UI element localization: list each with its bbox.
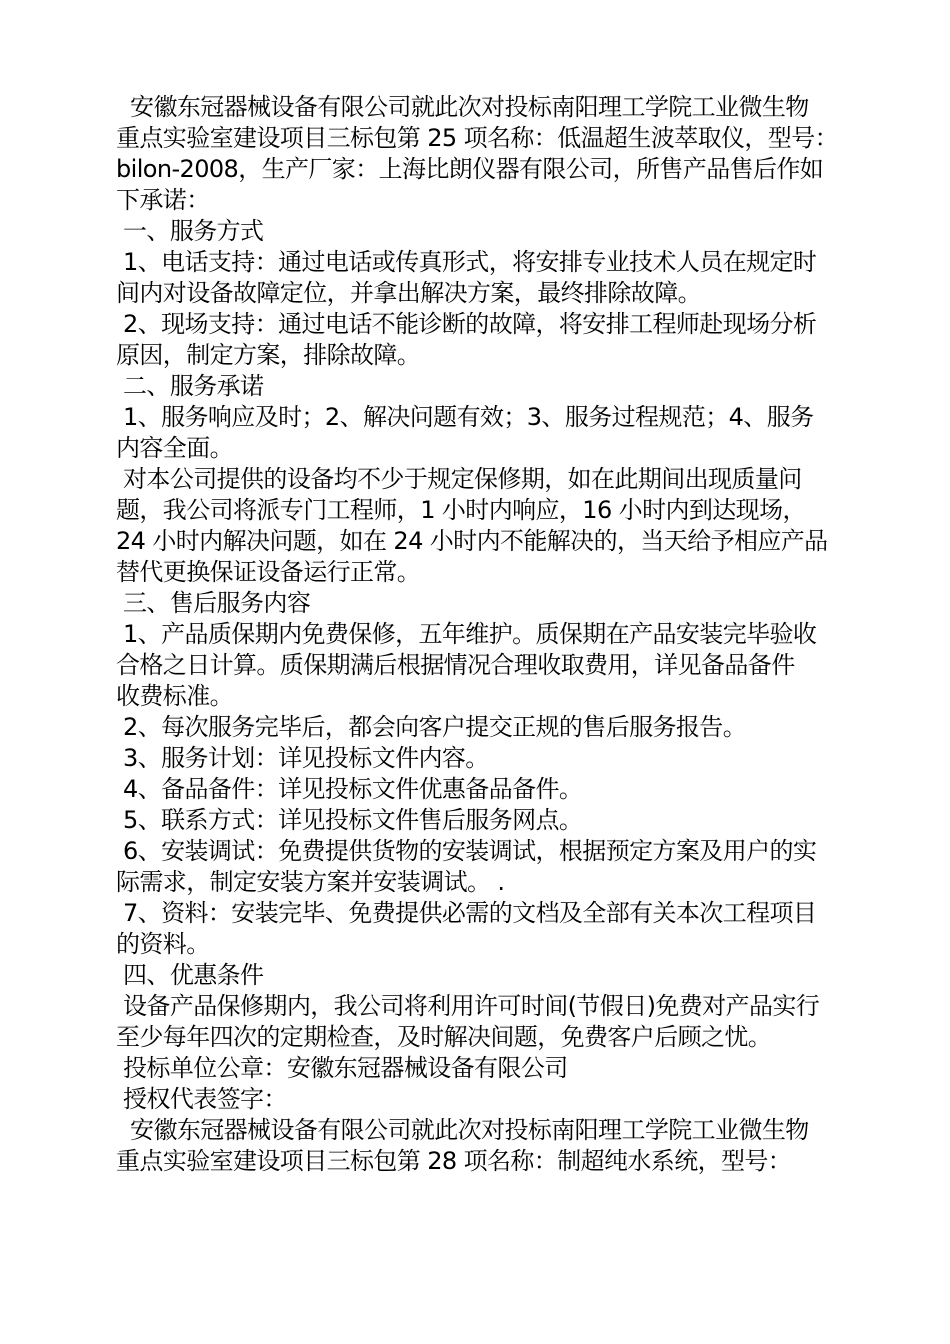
text-line: 24 小时内解决问题，如在 24 小时内不能解决的，当天给予相应产品 (116, 527, 828, 555)
text-line: 收费标准。 (116, 682, 233, 710)
text-line: 1、电话支持：通过电话或传真形式，将安排专业技术人员在规定时 (116, 248, 817, 276)
text-line: 4、备品备件：详见投标文件优惠备品备件。 (116, 775, 583, 803)
text-line: 的资料。 (116, 930, 210, 958)
text-line: 2、现场支持：通过电话不能诊断的故障，将安排工程师赴现场分析 (116, 310, 817, 338)
text-line: 5、联系方式：详见投标文件售后服务网点。 (116, 806, 583, 834)
text-line: 2、每次服务完毕后，都会向客户提交正规的售后服务报告。 (116, 713, 747, 741)
document-page (116, 92, 836, 1177)
text-line: 投标单位公章：安徽东冠器械设备有限公司 (116, 1054, 568, 1082)
text-line: 7、资料：安装完毕、免费提供必需的文档及全部有关本次工程项目 (116, 899, 817, 927)
text-line: 6、安装调试：免费提供货物的安装调试，根据预定方案及用户的实 (116, 837, 817, 865)
text-line: 安徽东冠器械设备有限公司就此次对投标南阳理工学院工业微生物 (116, 93, 809, 121)
text-line: 安徽东冠器械设备有限公司就此次对投标南阳理工学院工业微生物 (116, 1116, 809, 1144)
section-heading: 四、优惠条件 (116, 961, 264, 989)
text-line: 设备产品保修期内，我公司将利用许可时间(节假日)免费对产品实行 (116, 992, 820, 1020)
text-line: 1、产品质保期内免费保修，五年维护。质保期在产品安装完毕验收 (116, 620, 817, 648)
text-line: 对本公司提供的设备均不少于规定保修期，如在此期间出现质量问 (116, 465, 802, 493)
text-line: 重点实验室建设项目三标包第 25 项名称：低温超生波萃取仪，型号： (116, 124, 838, 152)
section-heading: 三、售后服务内容 (116, 589, 311, 617)
text-line: 内容全面。 (116, 434, 233, 462)
text-line: 重点实验室建设项目三标包第 28 项名称：制超纯水系统，型号： (116, 1147, 792, 1175)
text-line: 授权代表签字： (116, 1085, 287, 1113)
text-line: 3、服务计划：详见投标文件内容。 (116, 744, 489, 772)
text-line: bilon-2008，生产厂家：上海比朗仪器有限公司，所售产品售后作如 (116, 155, 824, 183)
text-line: 间内对设备故障定位，并拿出解决方案，最终排除故障。 (116, 279, 701, 307)
section-heading: 二、服务承诺 (116, 372, 264, 400)
text-line: 原因，制定方案，排除故障。 (116, 341, 421, 369)
text-line: 合格之日计算。质保期满后根据情况合理收取费用，详见备品备件 (116, 651, 795, 679)
text-line: 题，我公司将派专门工程师，1 小时内响应，16 小时内到达现场， (116, 496, 806, 524)
text-line: 1、服务响应及时；2、解决问题有效；3、服务过程规范；4、服务 (116, 403, 814, 431)
text-line: 替代更换保证设备运行正常。 (116, 558, 421, 586)
section-heading: 一、服务方式 (116, 217, 264, 245)
text-line: 际需求，制定安装方案并安装调试。 . (116, 868, 505, 896)
text-line: 至少每年四次的定期检查，及时解决间题，免费客户后顾之忧。 (116, 1023, 772, 1051)
text-line: 下承诺： (116, 186, 210, 214)
